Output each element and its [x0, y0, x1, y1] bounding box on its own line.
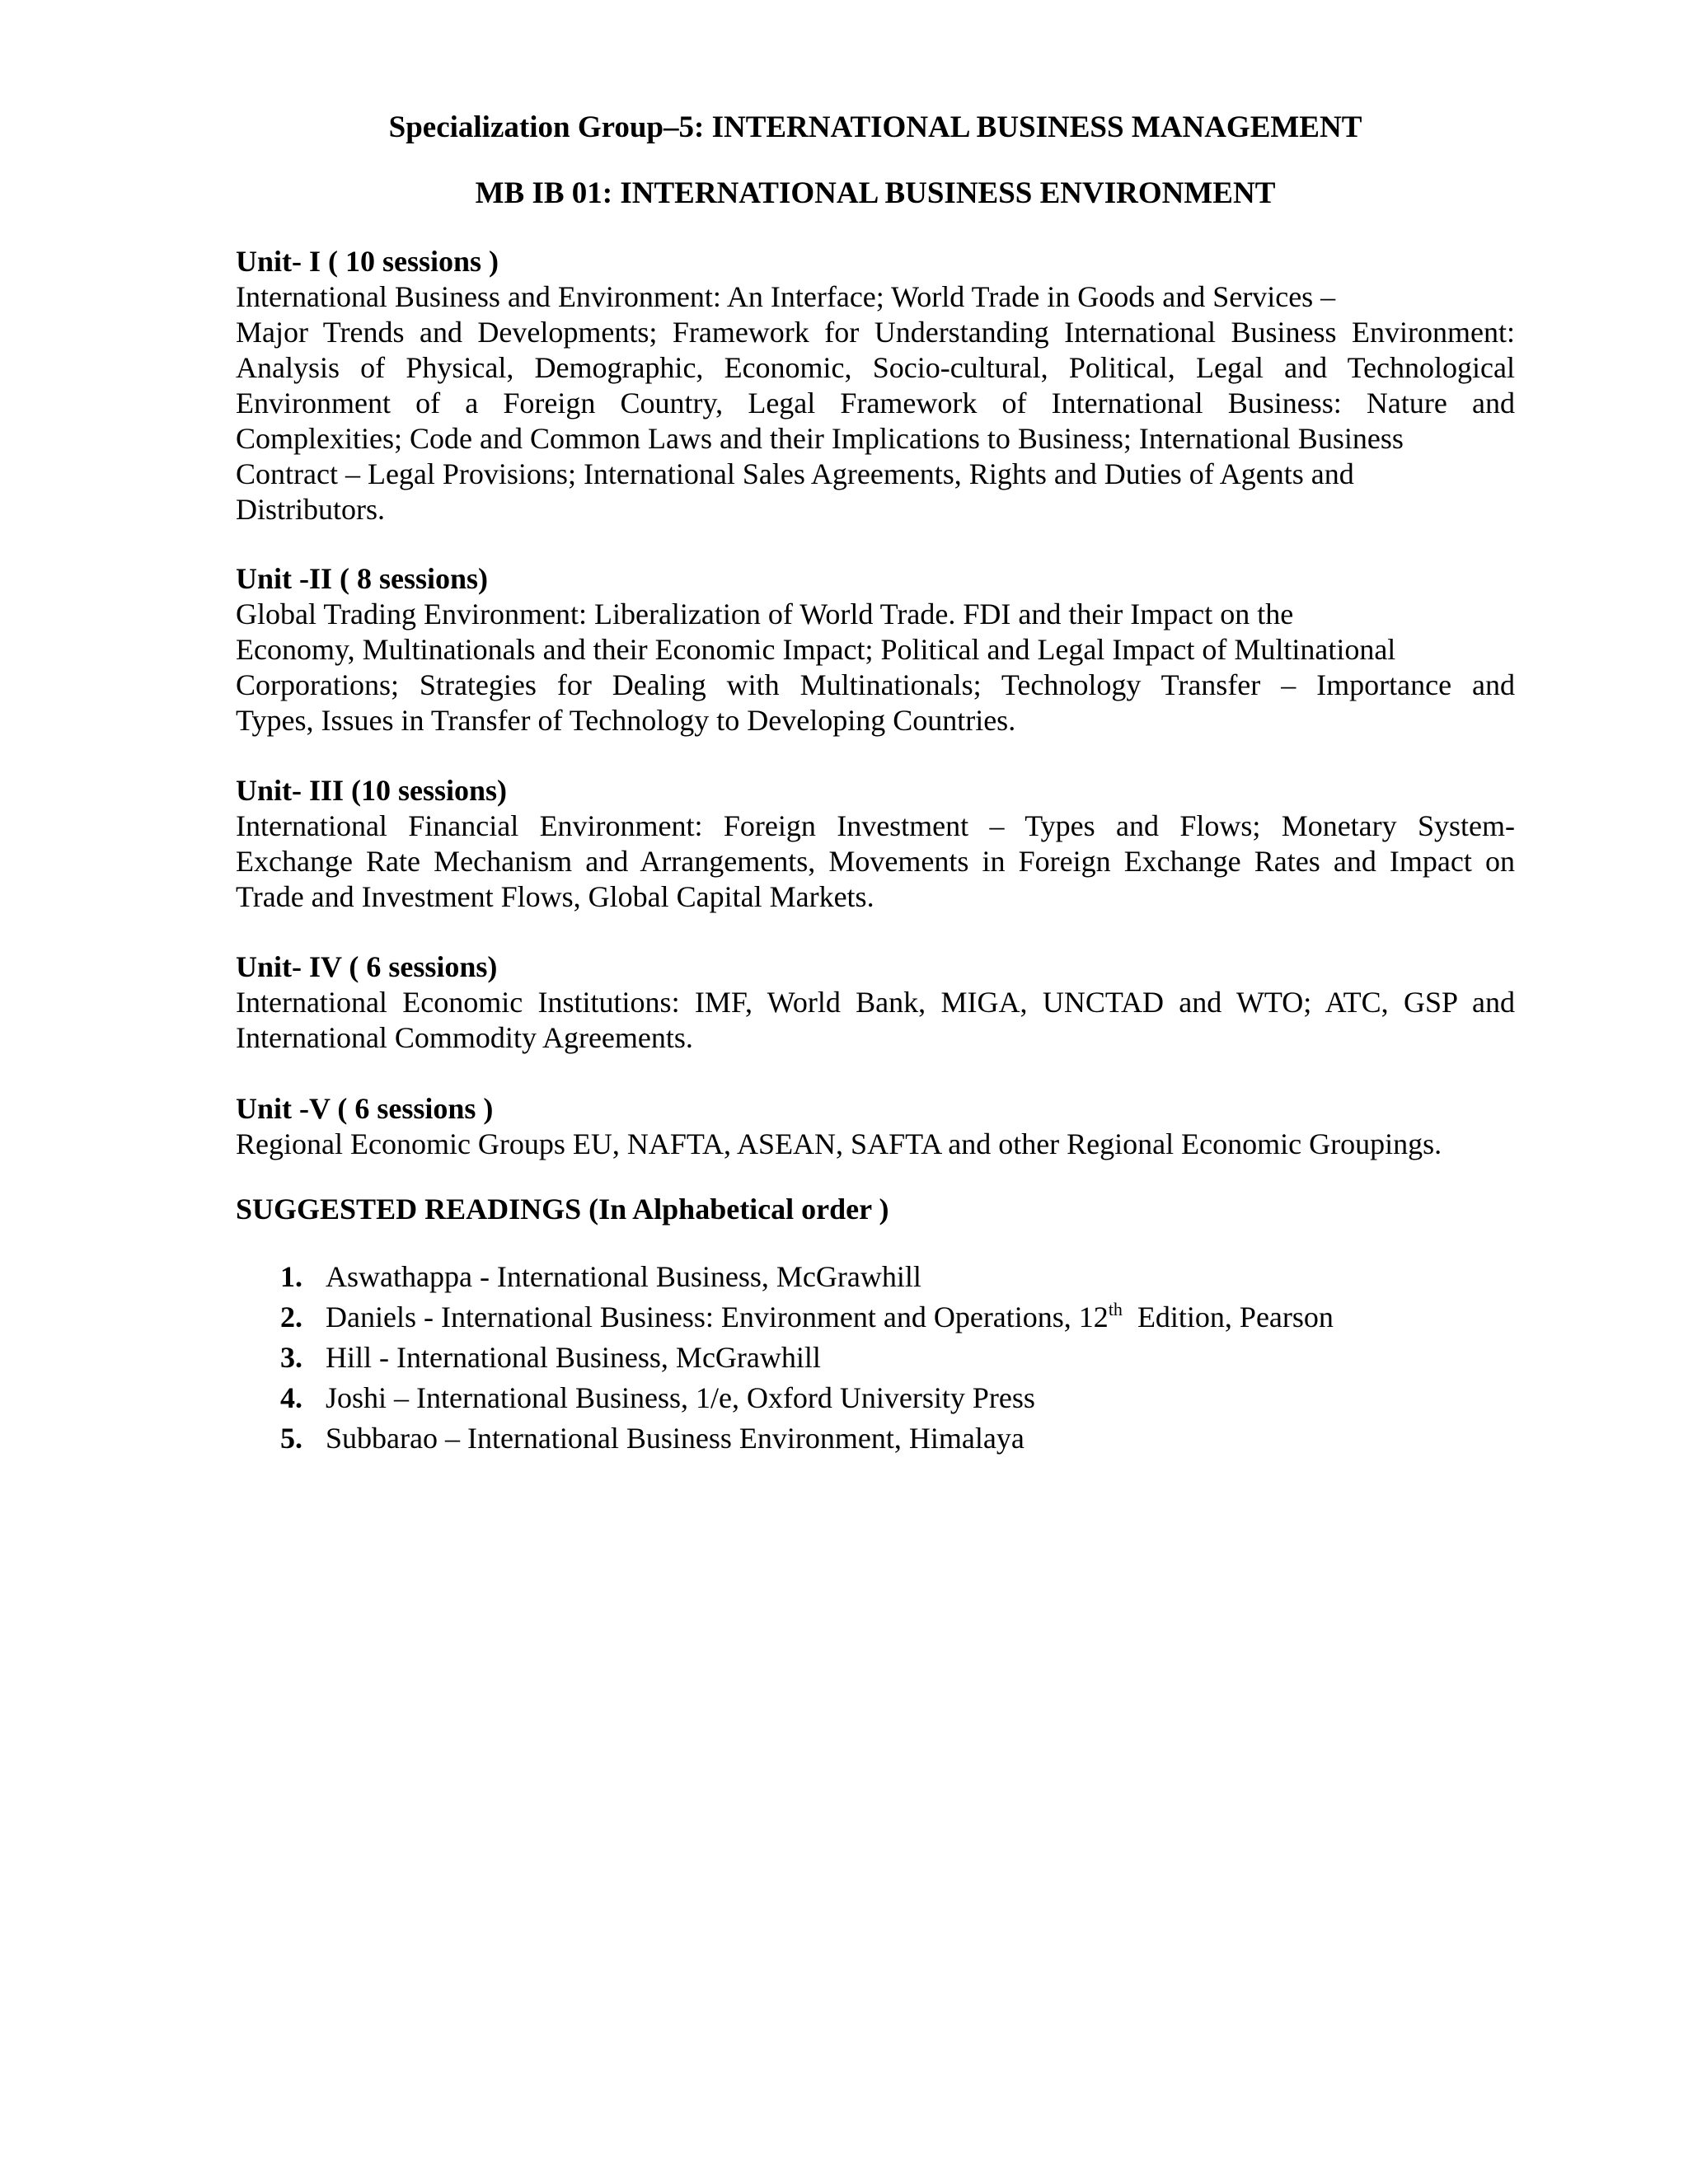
unit-title: Unit- I ( 10 sessions ) — [236, 245, 499, 278]
body-line: Regional Economic Groups EU, NAFTA, ASEAN, SAFTA and other Regional Economic Groupings. — [236, 1127, 1442, 1160]
body-line: Environment of a Foreign Country, Legal Framework of International Business: Nature and — [236, 387, 1515, 419]
body-line: International Financial Environment: Foreign Investment – Types and Flows; Monetary System- — [236, 809, 1515, 842]
body-line: Types, Issues in Transfer of Technology to Developing Countries. — [236, 704, 1016, 737]
body-line: Contract – Legal Provisions; International Sales Agreements, Rights and Duties of Agents and — [236, 457, 1354, 490]
unit-1-section — [236, 244, 1515, 527]
body-line: Economy, Multinationals and their Economic Impact; Political and Legal Impact of Multinational — [236, 633, 1396, 666]
unit-title: Unit -V ( 6 sessions ) — [236, 1092, 494, 1125]
body-line: Complexities; Code and Common Laws and their Implications to Business; International Business — [236, 422, 1404, 455]
specialization-heading: Specialization Group–5: INTERNATIONAL BUSINESS MANAGEMENT — [388, 110, 1362, 144]
suggested-readings-heading: SUGGESTED READINGS (In Alphabetical order ) — [236, 1193, 889, 1226]
unit-title: Unit- IV ( 6 sessions) — [236, 950, 498, 983]
body-line: Analysis of Physical, Demographic, Economic, Socio-cultural, Political, Legal and Technological — [236, 351, 1515, 384]
unit-body — [236, 985, 1515, 1056]
reading-text: Daniels - International Business: Environment and Operations, 12 — [326, 1301, 1109, 1333]
reading-text: Aswathappa - International Business, McGrawhill — [326, 1260, 921, 1293]
body-line: Exchange Rate Mechanism and Arrangements, Movements in Foreign Exchange Rates and Impact on — [236, 845, 1515, 878]
unit-4-section — [236, 949, 1515, 1056]
list-number: 3. — [280, 1341, 302, 1374]
unit-5-section — [236, 1091, 1515, 1162]
superscript-text: th — [1108, 1299, 1123, 1319]
body-line: Distributors. — [236, 493, 386, 526]
list-number: 4. — [280, 1381, 302, 1414]
body-line: Trade and Investment Flows, Global Capital Markets. — [236, 880, 874, 913]
unit-body — [236, 279, 1515, 527]
reading-text-cont: Edition, Pearson — [1122, 1301, 1334, 1333]
body-line: Global Trading Environment: Liberalization of World Trade. FDI and their Impact on the — [236, 598, 1294, 630]
body-line: Corporations; Strategies for Dealing with Multinationals; Technology Transfer – Importance and — [236, 668, 1515, 701]
list-number: 1. — [280, 1260, 302, 1293]
unit-body — [236, 597, 1515, 738]
unit-title: Unit -II ( 8 sessions) — [236, 562, 489, 595]
reading-item — [280, 1421, 1508, 1461]
list-number: 5. — [280, 1422, 302, 1455]
unit-body — [236, 1127, 1515, 1162]
reading-text: Hill - International Business, McGrawhill — [326, 1341, 821, 1374]
reading-text: Joshi – International Business, 1/e, Oxford University Press — [326, 1381, 1035, 1414]
unit-title: Unit- III (10 sessions) — [236, 774, 508, 807]
reading-item — [280, 1300, 1508, 1340]
body-line: International Commodity Agreements. — [236, 1021, 693, 1054]
reading-item — [280, 1259, 1508, 1300]
body-line: Major Trends and Developments; Framework for Understanding International Business Environment: — [236, 316, 1515, 349]
reading-text: Subbarao – International Business Environment, Himalaya — [326, 1422, 1025, 1455]
reading-item — [280, 1340, 1508, 1380]
body-line: International Economic Institutions: IMF, World Bank, MIGA, UNCTAD and WTO; ATC, GSP and — [236, 986, 1515, 1019]
unit-body — [236, 808, 1515, 915]
body-line: International Business and Environment: An Interface; World Trade in Goods and Services – — [236, 280, 1336, 313]
unit-3-section — [236, 773, 1515, 915]
reading-item — [280, 1380, 1508, 1421]
list-number: 2. — [280, 1301, 302, 1333]
unit-2-section — [236, 561, 1515, 738]
course-heading: MB IB 01: INTERNATIONAL BUSINESS ENVIRONMENT — [475, 176, 1276, 210]
readings-list — [280, 1259, 1508, 1461]
